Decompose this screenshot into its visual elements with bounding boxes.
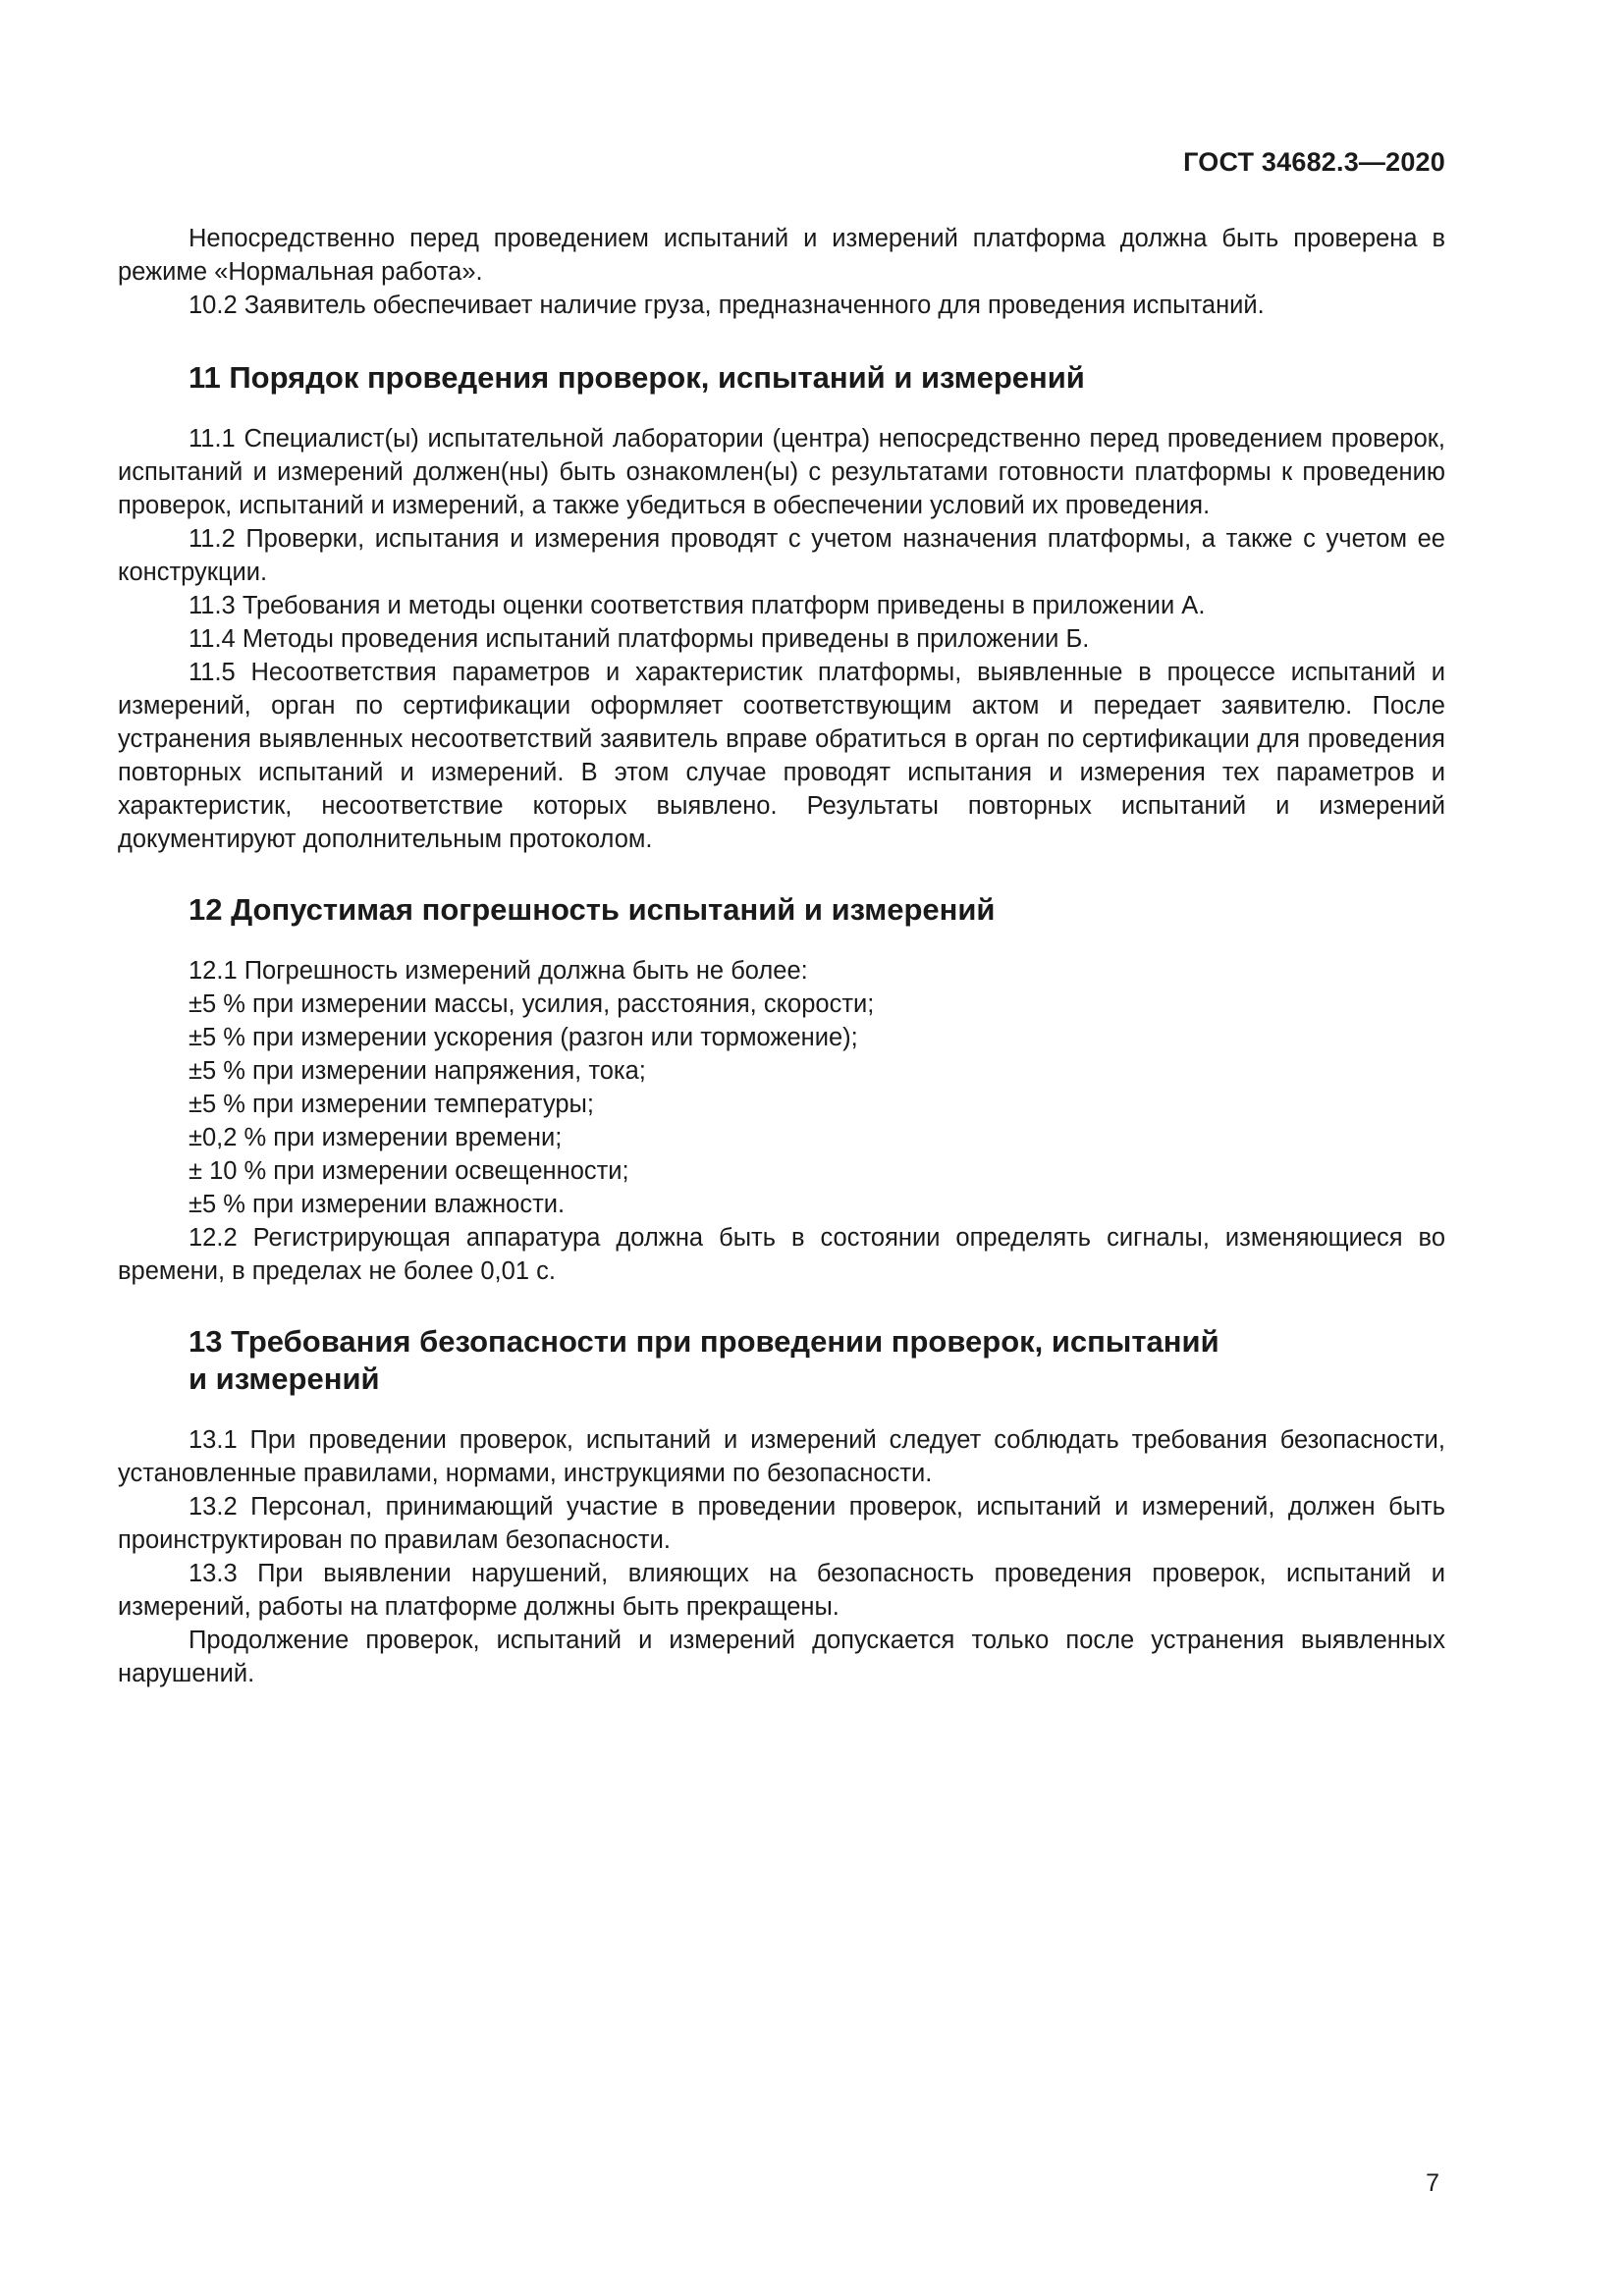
section-11-heading: 11 Порядок проведения проверок, испытаний и измерений xyxy=(189,360,1085,395)
clause-12-2: 12.2 Регистрирующая аппаратура должна быть в состоянии определять сигналы, изменяющиеся во времени, в пределах не более 0,01 с. xyxy=(118,1224,1445,1285)
section-13-heading-line2: и измерений xyxy=(189,1362,380,1396)
tolerance-list xyxy=(118,988,1445,1221)
clause-13-1: 13.1 При проведении проверок, испытаний и измерений следует соблюдать требования безопасности, установленные правилами, нормами, инструкциями по безопасности. xyxy=(118,1426,1445,1487)
clause-11-4: 11.4 Методы проведения испытаний платформы приведены в приложении Б. xyxy=(189,625,1090,653)
clause-12-1: 12.1 Погрешность измерений должна быть не более: xyxy=(189,957,808,985)
document-body xyxy=(118,222,1445,1690)
section-12-heading: 12 Допустимая погрешность испытаний и измерений xyxy=(189,892,996,927)
continuation-paragraph: Продолжение проверок, испытаний и измерений допускается только после устранения выявленных нарушений. xyxy=(118,1627,1445,1687)
clause-13-2: 13.2 Персонал, принимающий участие в проведении проверок, испытаний и измерений, должен быть проинструктирован по правилам безопасности. xyxy=(118,1493,1445,1554)
list-item: ±5 % при измерении температуры; xyxy=(189,1091,594,1118)
section-13-heading xyxy=(118,1323,1445,1398)
list-item: ± 10 % при измерении освещенности; xyxy=(189,1157,629,1185)
section-13-heading-line1: 13 Требования безопасности при проведении проверок, испытаний xyxy=(189,1324,1219,1359)
list-item: ±5 % при измерении ускорения (разгон или торможение); xyxy=(189,1024,858,1051)
list-item: ±0,2 % при измерении времени; xyxy=(189,1124,563,1151)
clause-10-2: 10.2 Заявитель обеспечивает наличие груза, предназначенного для проведения испытаний. xyxy=(189,292,1265,319)
intro-paragraph: Непосредственно перед проведением испытаний и измерений платформа должна быть проверена в режиме «Нормальная работа». xyxy=(118,225,1445,286)
list-item: ±5 % при измерении влажности. xyxy=(189,1191,566,1218)
document-id-header: ГОСТ 34682.3—2020 xyxy=(1183,147,1445,177)
list-item: ±5 % при измерении массы, усилия, расстояния, скорости; xyxy=(189,990,875,1018)
clause-11-2: 11.2 Проверки, испытания и измерения проводят с учетом назначения платформы, а также с учетом ее конструкции. xyxy=(118,525,1445,586)
clause-13-3: 13.3 При выявлении нарушений, влияющих на безопасность проведения проверок, испытаний и измерений, работы на платформе должны быть прекращены. xyxy=(118,1560,1445,1621)
page-number: 7 xyxy=(1426,2169,1439,2197)
list-item: ±5 % при измерении напряжения, тока; xyxy=(189,1057,646,1085)
clause-11-5: 11.5 Несоответствия параметров и характеристик платформы, выявленные в процессе испытаний и измерений, орган по сертификации оформляет соответствующим актом и передает заявителю. После устранения выявленных несоответствий заявитель вправе обратиться в орган по сертификации для проведения повторных испытаний и измерений. В этом случае проводят испытания и измерения тех параметров и характеристик, несоответствие которых выявлено. Результаты повторных испытаний и измерений документируют дополнительным протоколом. xyxy=(118,659,1445,853)
clause-11-3: 11.3 Требования и методы оценки соответствия платформ приведены в приложении А. xyxy=(189,592,1206,619)
clause-11-1: 11.1 Специалист(ы) испытательной лаборатории (центра) непосредственно перед проведением проверок, испытаний и измерений должен(ны) быть ознакомлен(ы) с результатами готовности платформы к проведению проверок, испытаний и измерений, а также убедиться в обеспечении условий их проведения. xyxy=(118,425,1445,519)
